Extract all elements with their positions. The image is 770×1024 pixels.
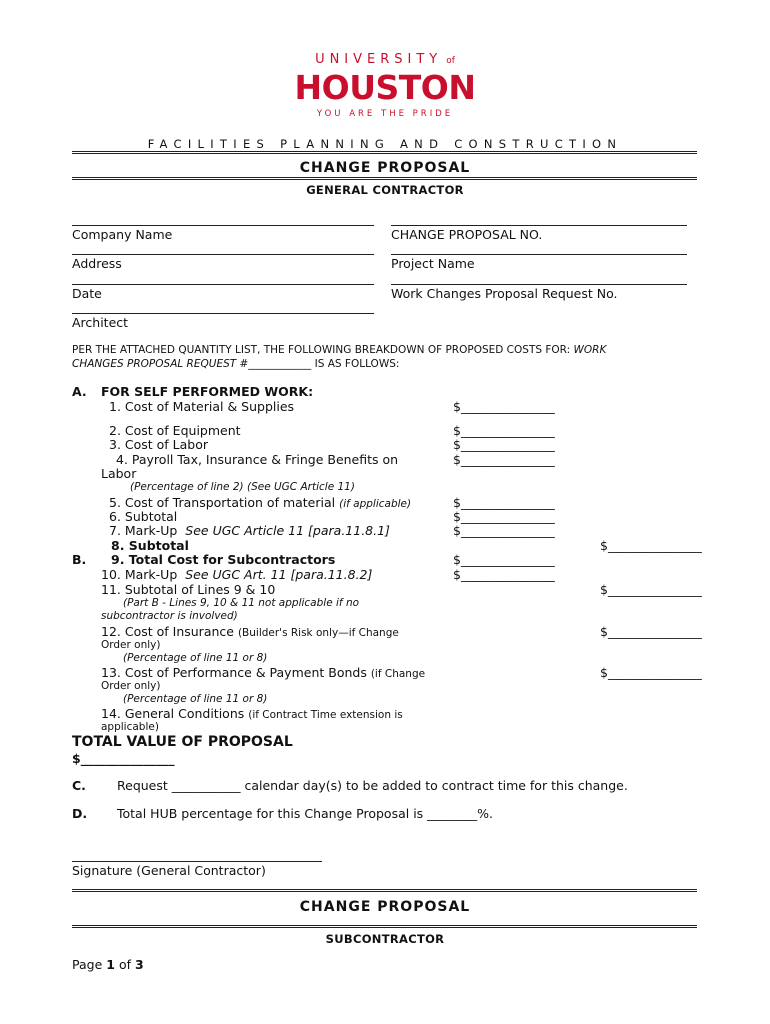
item-7-label bbox=[109, 523, 390, 538]
logo-university-text: UNIVERSITY bbox=[315, 52, 443, 67]
section-d-letter: D. bbox=[72, 806, 88, 821]
section-a-heading: FOR SELF PERFORMED WORK: bbox=[101, 384, 314, 399]
item-12-label bbox=[101, 624, 399, 639]
intro-line-1-text: PER THE ATTACHED QUANTITY LIST, THE FOLLOWING BREAKDOWN OF PROPOSED COSTS FOR: bbox=[72, 344, 571, 356]
intro-line-2-italic: CHANGES PROPOSAL REQUEST # bbox=[72, 358, 249, 370]
date-label: Date bbox=[72, 286, 102, 301]
intro-line-1-italic: WORK bbox=[573, 344, 607, 356]
item-10-note: See UGC Art. 11 [para.11.8.2] bbox=[185, 567, 373, 582]
change-proposal-no-line[interactable] bbox=[391, 225, 687, 226]
item-5-amount[interactable]: $_______________ bbox=[453, 495, 555, 510]
header-rule-top bbox=[72, 151, 697, 154]
item-11-note-cont: subcontractor is involved) bbox=[101, 610, 238, 622]
footer-title: CHANGE PROPOSAL bbox=[299, 899, 471, 915]
item-6-amount[interactable]: $_______________ bbox=[453, 509, 555, 524]
page-number bbox=[72, 957, 144, 972]
item-8-amount[interactable]: $_______________ bbox=[600, 538, 702, 553]
intro-line-1 bbox=[72, 344, 606, 356]
work-changes-no-line[interactable] bbox=[391, 284, 687, 285]
intro-line-2 bbox=[72, 358, 399, 370]
page-total: 3 bbox=[134, 957, 144, 972]
total-amount[interactable]: $_______________ bbox=[72, 751, 175, 766]
logo-tagline: YOU ARE THE PRIDE bbox=[316, 109, 454, 119]
item-12-inline-note: (Builder's Risk only—if Change bbox=[237, 627, 399, 639]
item-13-label bbox=[101, 665, 425, 680]
item-3-amount[interactable]: $_______________ bbox=[453, 437, 555, 452]
intro-request-blank[interactable]: ____________ bbox=[248, 358, 312, 370]
company-name-label: Company Name bbox=[72, 227, 173, 242]
address-label: Address bbox=[72, 256, 122, 271]
item-13-amount[interactable]: $_______________ bbox=[600, 665, 702, 680]
page-subtitle: GENERAL CONTRACTOR bbox=[306, 183, 464, 197]
change-proposal-no-label: CHANGE PROPOSAL NO. bbox=[391, 227, 543, 242]
footer-subtitle: SUBCONTRACTOR bbox=[325, 932, 445, 946]
intro-line-2-text: IS AS FOLLOWS: bbox=[314, 358, 400, 370]
page-title: CHANGE PROPOSAL bbox=[299, 160, 471, 176]
item-9-amount[interactable]: $_______________ bbox=[453, 552, 555, 567]
project-name-line[interactable] bbox=[391, 254, 687, 255]
page-prefix: Page bbox=[72, 957, 103, 972]
item-5-note: (if applicable) bbox=[339, 498, 412, 510]
item-7-amount[interactable]: $_______________ bbox=[453, 523, 555, 538]
item-14-text: 14. General Conditions bbox=[101, 706, 245, 721]
item-12-amount[interactable]: $_______________ bbox=[600, 624, 702, 639]
architect-line[interactable] bbox=[72, 313, 374, 314]
item-9-label: 9. Total Cost for Subcontractors bbox=[111, 552, 336, 567]
item-12-note: (Percentage of line 11 or 8) bbox=[123, 652, 268, 664]
item-10-text: 10. Mark-Up bbox=[101, 567, 178, 582]
item-12-text: 12. Cost of Insurance bbox=[101, 624, 234, 639]
item-4-label-cont: Labor bbox=[101, 466, 137, 481]
item-4-amount[interactable]: $_______________ bbox=[453, 452, 555, 467]
item-13-note: (Percentage of line 11 or 8) bbox=[123, 693, 268, 705]
item-14-label-cont: applicable) bbox=[101, 721, 159, 733]
work-changes-no-label: Work Changes Proposal Request No. bbox=[391, 286, 618, 301]
item-14-label bbox=[101, 706, 403, 721]
item-5-label bbox=[109, 495, 411, 510]
department-heading: FACILITIES PLANNING AND CONSTRUCTION bbox=[147, 137, 623, 151]
section-a-letter: A. bbox=[72, 384, 87, 399]
page-current: 1 bbox=[106, 957, 115, 972]
item-4-note: (Percentage of line 2) (See UGC Article 11) bbox=[130, 481, 355, 493]
item-13-label-cont: Order only) bbox=[101, 680, 161, 692]
item-8-label: 8. Subtotal bbox=[111, 538, 189, 553]
item-14-inline-note: (if Contract Time extension is bbox=[248, 709, 403, 721]
item-3-label: 3. Cost of Labor bbox=[109, 437, 209, 452]
item-10-amount[interactable]: $_______________ bbox=[453, 567, 555, 582]
item-10-label bbox=[101, 567, 372, 582]
item-11-label: 11. Subtotal of Lines 9 & 10 bbox=[101, 582, 276, 597]
date-line[interactable] bbox=[72, 284, 374, 285]
item-5-text: 5. Cost of Transportation of material bbox=[109, 495, 336, 510]
item-6-label: 6. Subtotal bbox=[109, 509, 178, 524]
item-4-label: 4. Payroll Tax, Insurance & Fringe Benefits on bbox=[116, 452, 399, 467]
signature-line[interactable] bbox=[72, 861, 322, 862]
item-7-note: See UGC Article 11 [para.11.8.1] bbox=[185, 523, 390, 538]
footer-rule-top bbox=[72, 889, 697, 892]
item-2-amount[interactable]: $_______________ bbox=[453, 423, 555, 438]
item-11-amount[interactable]: $_______________ bbox=[600, 582, 702, 597]
section-c-text[interactable]: Request ___________ calendar day(s) to be added to contract time for this change. bbox=[117, 778, 628, 793]
header-rule-bottom bbox=[72, 177, 697, 180]
item-1-amount[interactable]: $_______________ bbox=[453, 399, 555, 414]
project-name-label: Project Name bbox=[391, 256, 475, 271]
item-7-text: 7. Mark-Up bbox=[109, 523, 178, 538]
architect-label: Architect bbox=[72, 315, 129, 330]
item-11-note: (Part B - Lines 9, 10 & 11 not applicable if no bbox=[123, 597, 360, 609]
item-13-text: 13. Cost of Performance & Payment Bonds bbox=[101, 665, 367, 680]
item-12-label-cont: Order only) bbox=[101, 639, 161, 651]
logo-university bbox=[0, 52, 770, 67]
section-b-letter: B. bbox=[72, 552, 87, 567]
page-of: of bbox=[118, 957, 131, 972]
item-2-label: 2. Cost of Equipment bbox=[109, 423, 241, 438]
footer-rule-bottom bbox=[72, 925, 697, 928]
logo-houston: HOUSTON bbox=[294, 68, 476, 107]
logo-of: of bbox=[446, 56, 455, 66]
signature-label: Signature (General Contractor) bbox=[72, 863, 266, 878]
address-line[interactable] bbox=[72, 254, 374, 255]
total-label: TOTAL VALUE OF PROPOSAL bbox=[72, 734, 293, 750]
section-d-text[interactable]: Total HUB percentage for this Change Proposal is ________%. bbox=[117, 806, 494, 821]
item-1-label: 1. Cost of Material & Supplies bbox=[109, 399, 295, 414]
company-name-line[interactable] bbox=[72, 225, 374, 226]
section-c-letter: C. bbox=[72, 778, 86, 793]
item-13-inline-note: (if Change bbox=[370, 668, 426, 680]
